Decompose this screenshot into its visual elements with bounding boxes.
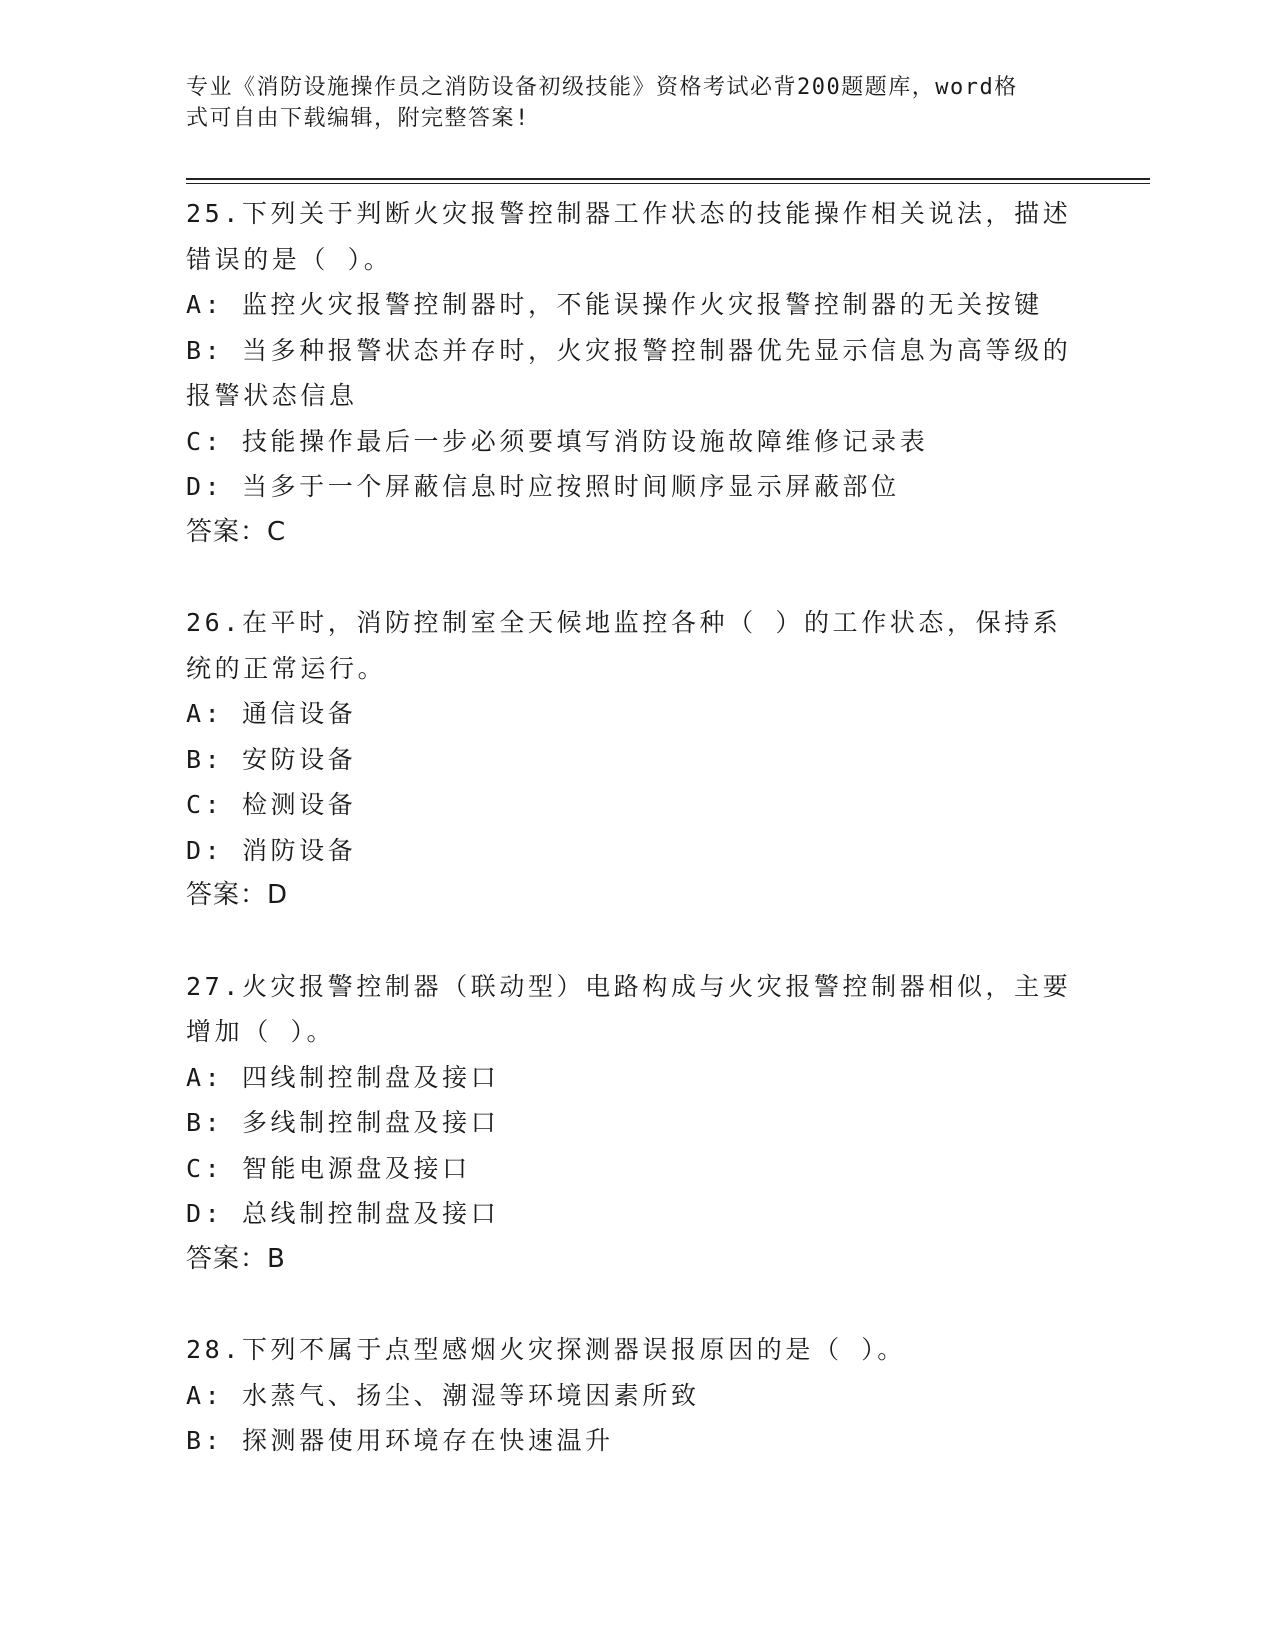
question-stem-line: 27.火灾报警控制器（联动型）电路构成与火灾报警控制器相似，主要 <box>186 971 1072 1001</box>
question-stem-line: 统的正常运行。 <box>186 653 387 683</box>
header-divider-thick <box>186 178 1150 180</box>
option-line: D: 消防设备 <box>186 835 357 865</box>
option-line: A: 监控火灾报警控制器时，不能误操作火灾报警控制器的无关按键 <box>186 290 1043 319</box>
document-header <box>186 72 1066 134</box>
option-line: C: 智能电源盘及接口 <box>186 1153 471 1183</box>
option-line: B: 当多种报警状态并存时，火灾报警控制器优先显示信息为高等级的 <box>186 335 1072 365</box>
header-divider-thin <box>186 183 1150 184</box>
answer-line: 答案：D <box>186 880 289 910</box>
question-stem-line: 增加（ ）。 <box>186 1017 336 1046</box>
option-line: C: 技能操作最后一步必须要填写消防设施故障维修记录表 <box>186 426 929 456</box>
question-list <box>186 191 1086 1509</box>
option-line: C: 检测设备 <box>186 790 357 819</box>
option-line: 报警状态信息 <box>186 381 358 410</box>
option-line: D: 总线制控制盘及接口 <box>186 1199 500 1228</box>
header-line-2: 式可自由下载编辑，附完整答案! <box>186 106 530 131</box>
answer-line: 答案：C <box>186 516 287 547</box>
question-stem-line: 26.在平时，消防控制室全天候地监控各种（ ）的工作状态，保持系 <box>186 608 1062 637</box>
option-line: A: 水蒸气、扬尘、潮湿等环境因素所致 <box>186 1380 700 1410</box>
answer-line: 答案：B <box>186 1243 286 1274</box>
option-line: A: 四线制控制盘及接口 <box>186 1062 500 1092</box>
option-line: B: 多线制控制盘及接口 <box>186 1108 500 1137</box>
option-line: A: 通信设备 <box>186 699 357 728</box>
question-block <box>186 191 1086 555</box>
header-line-1: 专业《消防设施操作员之消防设备初级技能》资格考试必背200题题库，word格 <box>186 75 1018 100</box>
option-line: B: 探测器使用环境存在快速温升 <box>186 1426 614 1455</box>
question-block <box>186 600 1086 919</box>
question-block <box>186 964 1086 1283</box>
question-stem-line: 错误的是（ ）。 <box>186 244 393 274</box>
option-line: B: 安防设备 <box>186 744 357 774</box>
question-block <box>186 1327 1086 1464</box>
option-line: D: 当多于一个屏蔽信息时应按照时间顺序显示屏蔽部位 <box>186 472 900 501</box>
question-stem-line: 28.下列不属于点型感烟火灾探测器误报原因的是（ ）。 <box>186 1335 906 1364</box>
question-stem-line: 25.下列关于判断火灾报警控制器工作状态的技能操作相关说法，描述 <box>186 199 1072 228</box>
